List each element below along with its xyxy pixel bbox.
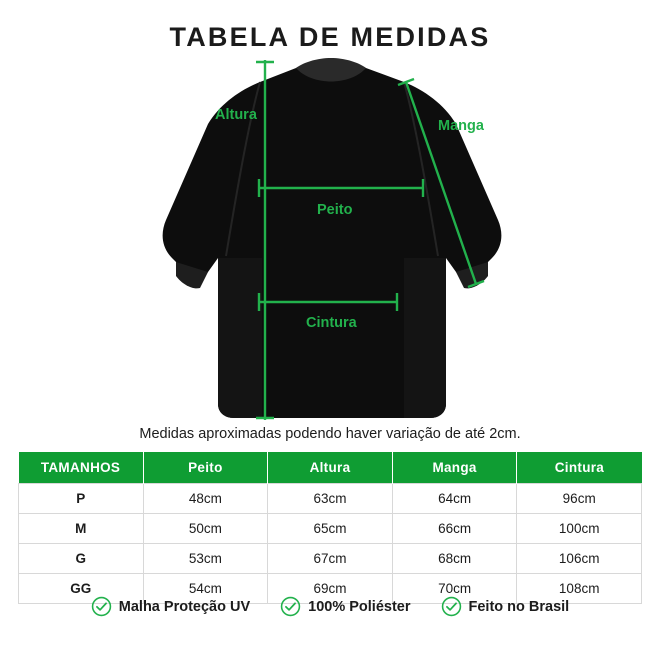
badge-polyester	[280, 596, 410, 617]
badge-made-in-brazil	[441, 596, 570, 617]
cell-cintura: 96cm	[517, 484, 642, 514]
cell-size: GG	[19, 574, 144, 604]
cell-peito: 54cm	[143, 574, 268, 604]
label-peito: Peito	[317, 202, 353, 218]
badge-label: Malha Proteção UV	[118, 598, 251, 615]
cell-size: M	[19, 514, 144, 544]
label-manga: Manga	[438, 118, 484, 134]
measurement-note: Medidas aproximadas podendo haver variação de até 2cm.	[139, 426, 521, 442]
cell-manga: 66cm	[392, 514, 517, 544]
column-header-manga: Manga	[392, 452, 517, 484]
badge-label: Feito no Brasil	[468, 598, 570, 615]
cell-size: P	[19, 484, 144, 514]
column-header-cintura: Cintura	[517, 452, 642, 484]
label-altura: Altura	[215, 107, 257, 123]
cell-size: G	[19, 544, 144, 574]
cell-cintura: 100cm	[517, 514, 642, 544]
check-circle-icon	[441, 596, 462, 617]
column-header-tamanhos: TAMANHOS	[19, 452, 144, 484]
table-row	[19, 484, 642, 514]
footer-badges	[0, 596, 660, 617]
badge-label: 100% Poliéster	[308, 598, 411, 615]
column-header-altura: Altura	[268, 452, 393, 484]
table-row	[19, 514, 642, 544]
size-table-wrap	[18, 452, 642, 604]
cell-peito: 48cm	[143, 484, 268, 514]
badge-uv-protection	[91, 596, 250, 617]
page-title: TABELA DE MEDIDAS	[169, 22, 491, 52]
table-header-row	[19, 452, 642, 484]
cell-manga: 70cm	[392, 574, 517, 604]
size-table-body	[19, 484, 642, 604]
table-row	[19, 544, 642, 574]
check-circle-icon	[280, 596, 301, 617]
cell-manga: 64cm	[392, 484, 517, 514]
size-table	[18, 452, 642, 604]
cell-altura: 69cm	[268, 574, 393, 604]
cell-cintura: 108cm	[517, 574, 642, 604]
cell-altura: 67cm	[268, 544, 393, 574]
cell-altura: 65cm	[268, 514, 393, 544]
column-header-peito: Peito	[143, 452, 268, 484]
shirt-body-shape	[163, 58, 502, 418]
label-cintura: Cintura	[306, 315, 357, 331]
size-table-head	[19, 452, 642, 484]
cell-cintura: 106cm	[517, 544, 642, 574]
cell-peito: 53cm	[143, 544, 268, 574]
shirt-svg	[0, 52, 660, 424]
cell-manga: 68cm	[392, 544, 517, 574]
check-circle-icon	[91, 596, 112, 617]
cell-peito: 50cm	[143, 514, 268, 544]
shirt-illustration	[0, 52, 660, 424]
cell-altura: 63cm	[268, 484, 393, 514]
